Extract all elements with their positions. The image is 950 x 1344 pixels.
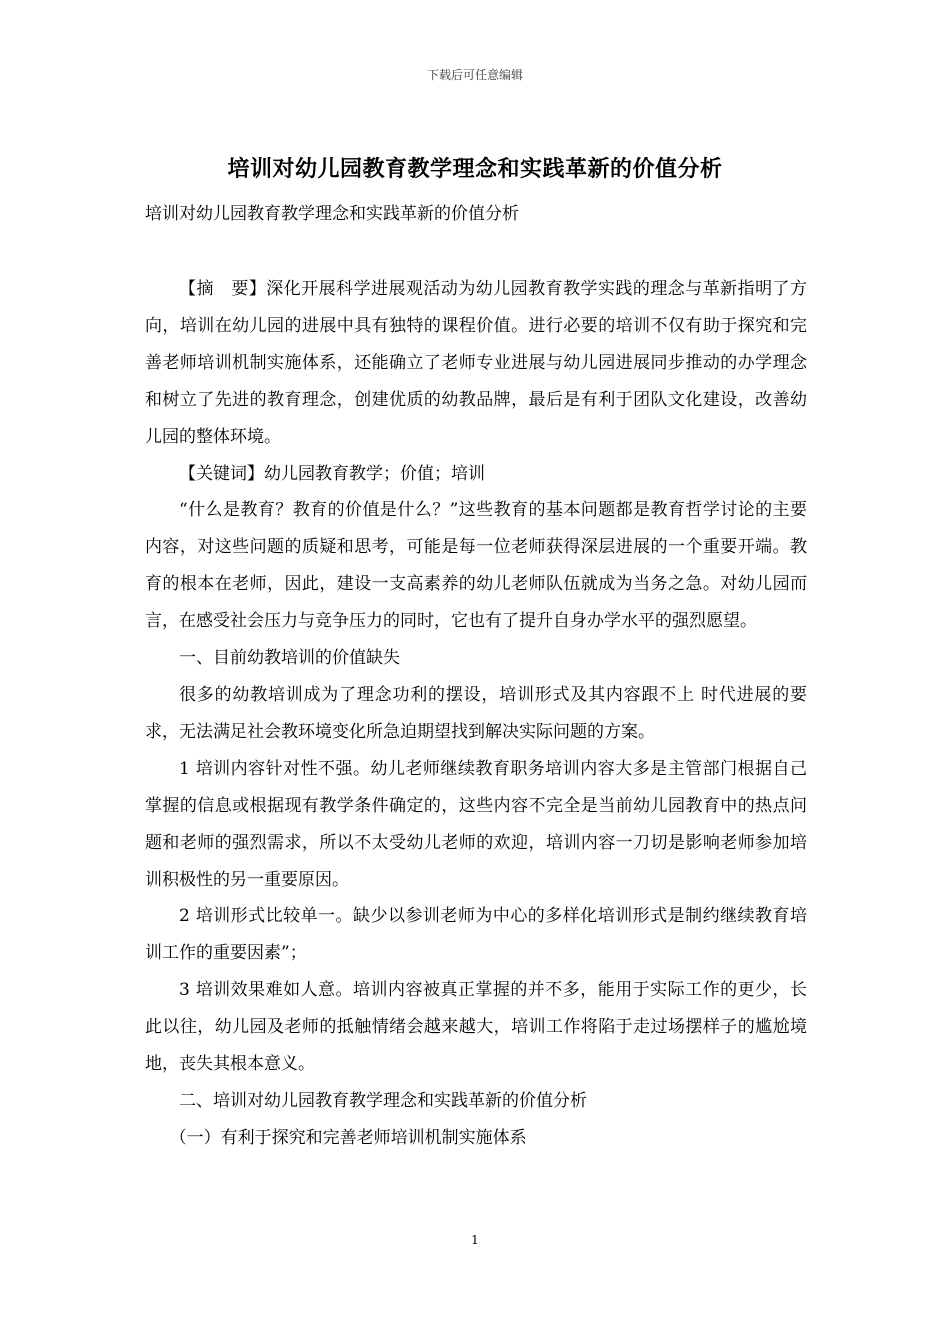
section-heading-1: 一、目前幼教培训的价值缺失 xyxy=(179,648,400,669)
list-item-1: 1 培训内容针对性不强。幼儿老师继续教育职务培训内容大多是主管部门根据自己掌握的信息或根据现有教学条件确定的，这些内容不完全是当前幼儿园教育中的热点问题和老师的强烈需求，所以不太受幼儿老师的欢迎，培训内容一刀切是影响老师参加培训积极性的另一重要原因。 xyxy=(145,758,807,890)
page-header: 下载后可任意编辑 xyxy=(426,68,523,82)
body-paragraph: 很多的幼教培训成为了理念功利的摆设，培训形式及其内容跟不上 时代进展的要求，无法满足社会教环境变化所急迫期望找到解决实际问题的方案。 xyxy=(145,684,807,742)
document-title: 培训对幼儿园教育教学理念和实践革新的价值分析 xyxy=(227,156,723,182)
abstract-paragraph: 【摘 要】深化开展科学进展观活动为幼儿园教育教学实践的理念与革新指明了方向，培训在幼儿园的进展中具有独特的课程价值。进行必要的培训不仅有助于探究和完善老师培训机制实施体系，还能确立了老师专业进展与幼儿园进展同步推动的办学理念和树立了先进的教育理念，创建优质的幼教品牌，最后是有利于团队文化建设，改善幼儿园的整体环境。 xyxy=(145,279,807,447)
page-number: 1 xyxy=(471,1233,479,1247)
intro-paragraph: “什么是教育？教育的价值是什么？”这些教育的基本问题都是教育哲学讨论的主要内容，对这些问题的质疑和思考，可能是每一位老师获得深层进展的一个重要开端。教育的根本在老师，因此，建设一支高素养的幼儿老师队伍就成为当务之急。对幼儿园而言，在感受社会压力与竞争压力的同时，它也有了提升自身办学水平的强烈愿望。 xyxy=(145,500,807,632)
document-body xyxy=(145,271,807,1157)
list-item-3: 3 培训效果难如人意。培训内容被真正掌握的并不多，能用于实际工作的更少，长此以往，幼儿园及老师的抵触情绪会越来越大，培训工作将陷于走过场摆样子的尴尬境地，丧失其根本意义。 xyxy=(145,980,807,1075)
keywords-paragraph: 【关键词】幼儿园教育教学；价值；培训 xyxy=(179,463,485,484)
section-heading-2: 二、培训对幼儿园教育教学理念和实践革新的价值分析 xyxy=(179,1090,587,1111)
subsection-heading-1: （一）有利于探究和完善老师培训机制实施体系 xyxy=(169,1127,527,1148)
list-item-2: 2 培训形式比较单一。缺少以参训老师为中心的多样化培训形式是制约继续教育培训工作的重要因素”； xyxy=(145,906,807,964)
document-subtitle: 培训对幼儿园教育教学理念和实践革新的价值分析 xyxy=(145,204,519,224)
